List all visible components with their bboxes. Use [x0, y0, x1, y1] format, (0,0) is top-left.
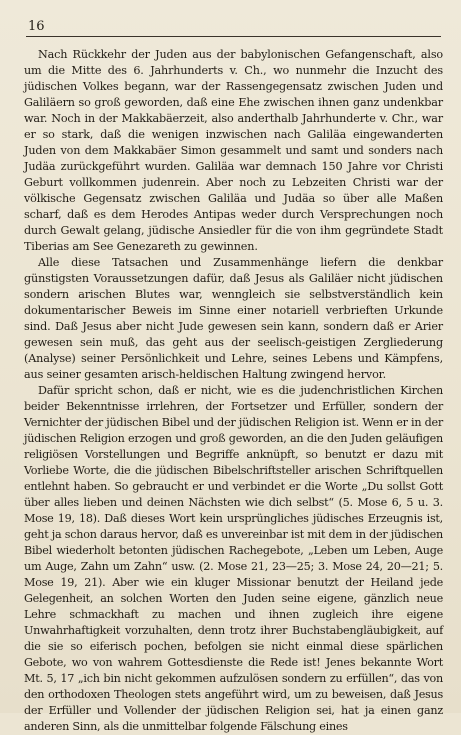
- page-header: [26, 16, 441, 37]
- paragraph: Alle diese Tatsachen und Zusammenhänge liefern die denkbar günstigsten Voraussetzungen dafür, daß Jesus als Galiläer nicht jüdischen sondern arischen Blutes war, wenngleich sie selbstverständlich kein dokumentarischer Beweis im Sinne einer notariell verbrieften Urkunde sind. Daß Jesus aber nicht Jude gewesen sein kann, sondern daß er Arier gewesen sein muß, das geht aus der seelisch-geistigen Zergliederung (Analyse) seiner Persönlichkeit und Lehre, seines Lebens und Kämpfens, aus seiner gesamten arisch-heldischen Haltung zwingend hervor.: [24, 256, 443, 381]
- paragraph: Nach Rückkehr der Juden aus der babylonischen Gefangenschaft, also um die Mitte des 6. Jahrhunderts v. Ch., wo nunmehr die Inzucht des jüdischen Volkes begann, war der Rassengegensatz zwischen Juden und Galiläern so groß geworden, daß eine Ehe zwischen ihnen ganz undenkbar war. Noch in der Makkabäerzeit, also anderthalb Jahrhunderte v. Chr., war er so stark, daß die wenigen inzwischen nach Galiläa eingewanderten Juden von dem Makkabäer Simon gesammelt und samt und sonders nach Judäa zurückgeführt wurden. Galiläa war demnach 150 Jahre vor Christi Geburt vollkommen judenrein. Aber noch zu Lebzeiten Christi war der völkische Gegensatz zwischen Galiläa und Judäa so über alle Maßen scharf, daß es dem Herodes Antipas weder durch Versprechungen noch durch Gewalt gelang, jüdische Ansiedler für die von ihm gegründete Stadt Tiberias am See Genezareth zu gewinnen.: [24, 48, 443, 253]
- body-text: [24, 47, 443, 735]
- paragraph: Dafür spricht schon, daß er nicht, wie es die judenchristlichen Kirchen beider Bekenntnisse irrlehren, der Fortsetzer und Erfüller, sondern der Vernichter der jüdischen Bibel und der jüdischen Religion ist. Wenn er in der jüdischen Religion erzogen und groß geworden, an die den Juden geläufigen religiösen Vorstellungen und Begriffe anknüpft, so benutzt er dazu mit Vorliebe Worte, die die jüdischen Bibelschriftsteller arischen Schriftquellen entlehnt haben. So gebraucht er und verbindet er die Worte „Du sollst Gott über alles lieben und deinen Nächsten wie dich selbst“ (5. Mose 6, 5 u. 3. Mose 19, 18). Daß dieses Wort kein ursprüngliches jüdisches Erzeugnis ist, geht ja schon daraus hervor, daß es unvereinbar ist mit dem in der jüdischen Bibel wiederholt betonten jüdischen Rachegebote, „Leben um Leben, Auge um Auge, Zahn um Zahn“ usw. (2. Mose 21, 23—25; 3. Mose 24, 20—21; 5. Mose 19, 21). Aber wie ein kluger Missionar benutzt der Heiland jede Gelegenheit, an solchen Worten den Juden seine eigene, gänzlich neue Lehre schmackhaft zu machen und ihnen zugleich ihre eigene Unwahrhaftigkeit vorzuhalten, denn trotz ihrer Buchstabengläubigkeit, auf die sie so eiferisch pochen, befolgen sie nicht einmal diese spärlichen Gebote, wo von wahrem Gottesdienste die Rede ist! Jenes bekannte Wort Mt. 5, 17 „ich bin nicht gekommen aufzulösen sondern zu erfüllen“, das von den orthodoxen Theologen stets angeführt wird, um zu beweisen, daß Jesus der Erfüller und Vollender der jüdischen Religion sei, hat ja einen ganz anderen Sinn, als die unmittelbar folgende Fälschung eines: [24, 384, 443, 733]
- page-number: 16: [28, 19, 45, 34]
